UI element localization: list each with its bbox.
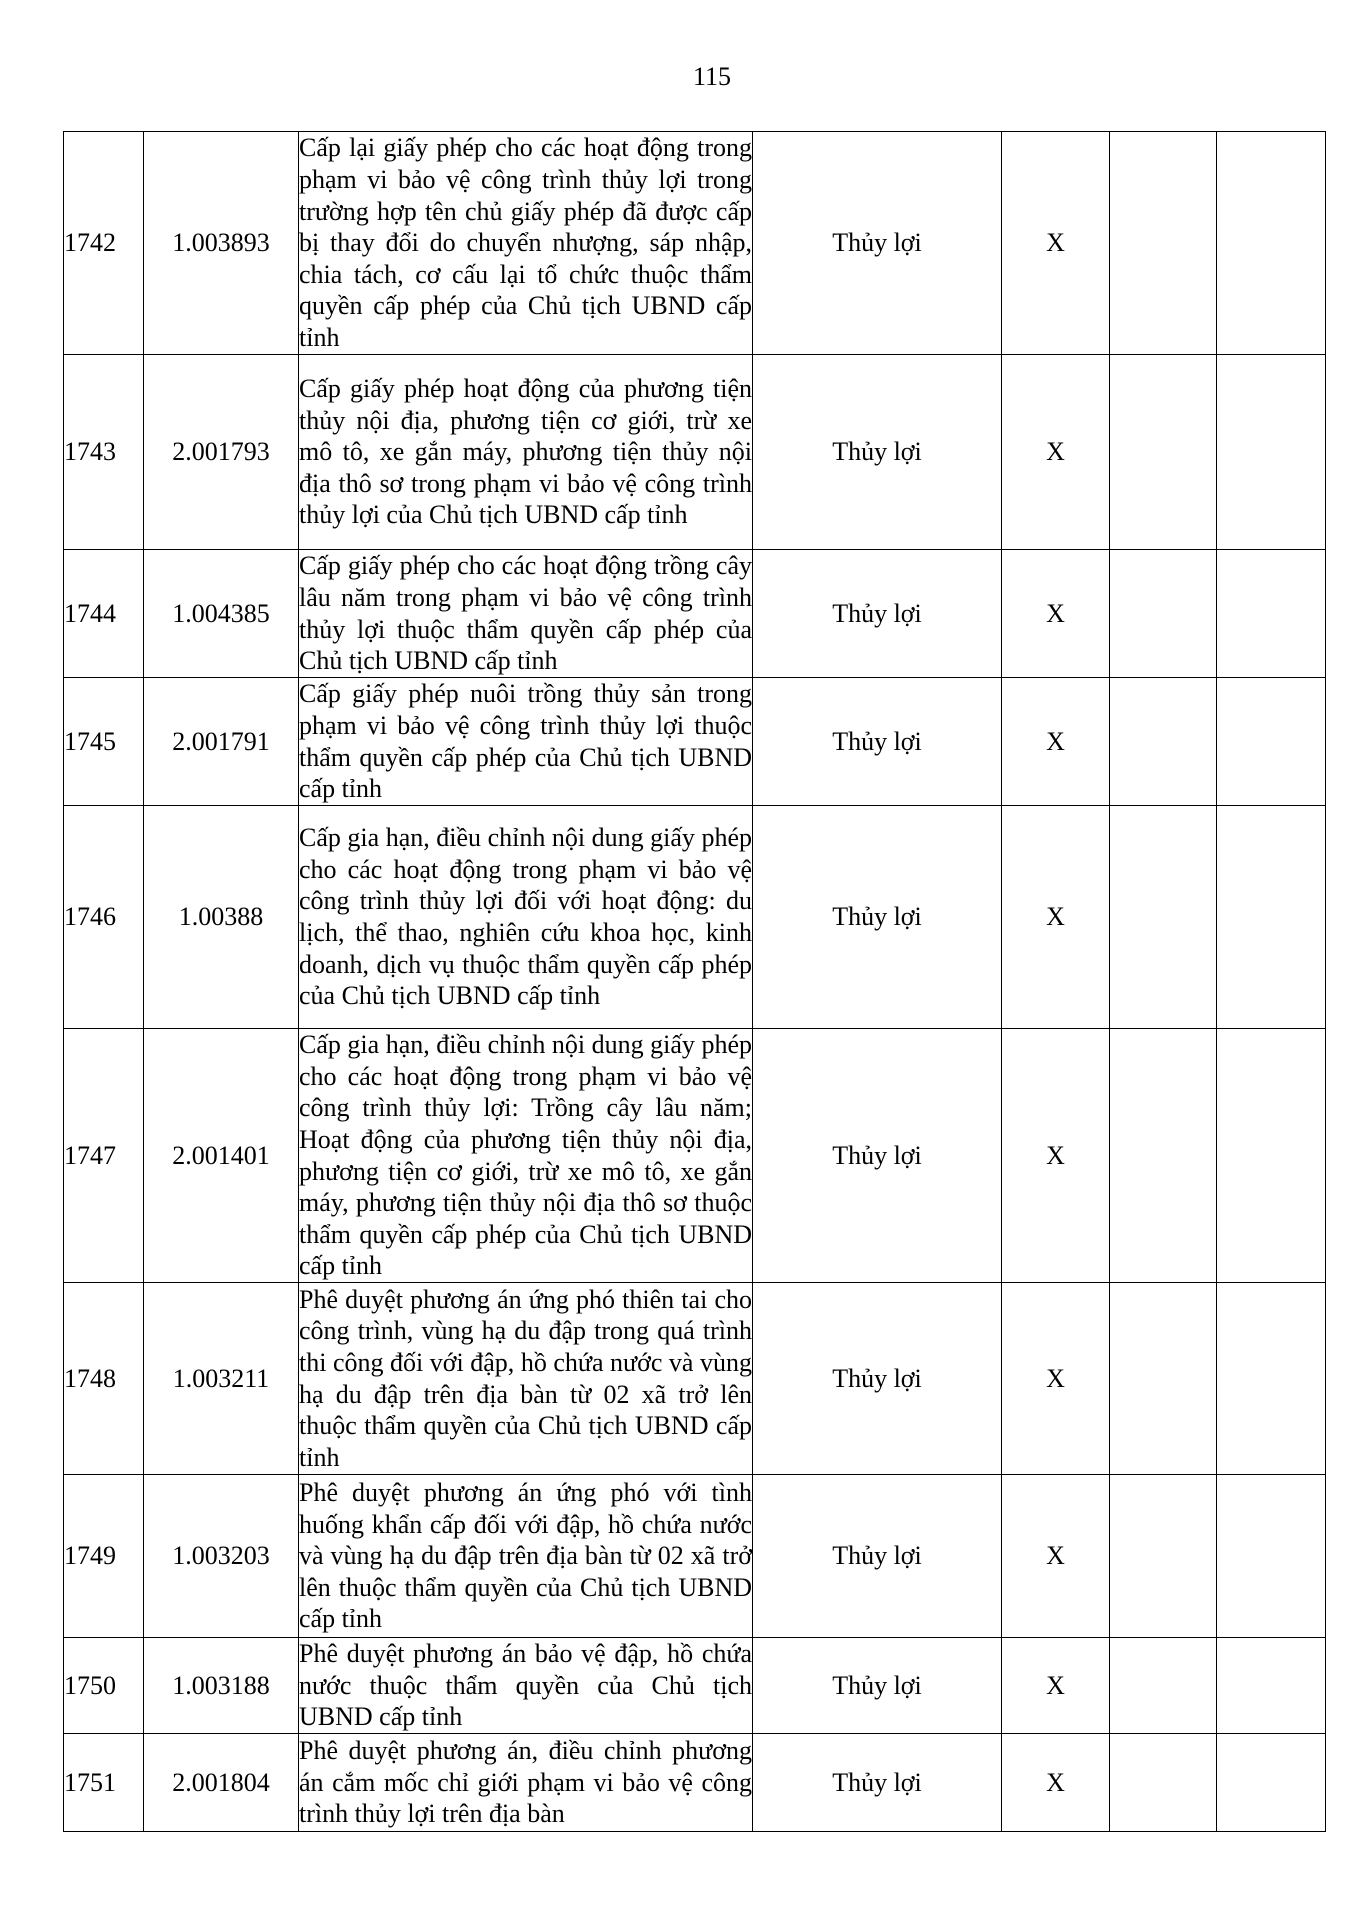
empty-cell [1217, 1734, 1326, 1832]
empty-cell [1217, 1475, 1326, 1638]
empty-cell [1110, 1638, 1217, 1734]
procedure-code: 2.001401 [144, 1029, 299, 1283]
procedure-table [63, 131, 1326, 1832]
table-row [64, 132, 1326, 355]
level-mark: X [1002, 806, 1110, 1029]
row-number: 1751 [64, 1734, 144, 1832]
procedure-field: Thủy lợi [753, 1638, 1002, 1734]
empty-cell [1110, 1029, 1217, 1283]
row-number: 1748 [64, 1283, 144, 1475]
procedure-field: Thủy lợi [753, 1029, 1002, 1283]
row-number: 1744 [64, 550, 144, 678]
level-mark: X [1002, 1029, 1110, 1283]
procedure-name: Cấp lại giấy phép cho các hoạt động trong phạm vi bảo vệ công trình thủy lợi trong trường hợp tên chủ giấy phép đã được cấp bị thay đổi do chuyển nhượng, sáp nhập, chia tách, cơ cấu lại tổ chức thuộc thẩm quyền cấp phép của Chủ tịch UBND cấp tỉnh [299, 132, 753, 355]
empty-cell [1217, 550, 1326, 678]
procedure-name: Cấp giấy phép cho các hoạt động trồng cây lâu năm trong phạm vi bảo vệ công trình thủy lợi thuộc thẩm quyền cấp phép của Chủ tịch UBND cấp tỉnh [299, 550, 753, 678]
procedure-field: Thủy lợi [753, 1475, 1002, 1638]
procedure-name: Phê duyệt phương án ứng phó thiên tai cho công trình, vùng hạ du đập trong quá trình thi công đối với đập, hồ chứa nước và vùng hạ du đập trên địa bàn từ 02 xã trở lên thuộc thẩm quyền của Chủ tịch UBND cấp tỉnh [299, 1283, 753, 1475]
procedure-name: Cấp gia hạn, điều chỉnh nội dung giấy phép cho các hoạt động trong phạm vi bảo vệ công trình thủy lợi: Trồng cây lâu năm; Hoạt động của phương tiện thủy nội địa, phương tiện cơ giới, trừ xe mô tô, xe gắn máy, phương tiện thủy nội địa thô sơ thuộc thẩm quyền cấp phép của Chủ tịch UBND cấp tỉnh [299, 1029, 753, 1283]
empty-cell [1217, 806, 1326, 1029]
procedure-field: Thủy lợi [753, 355, 1002, 550]
level-mark: X [1002, 1734, 1110, 1832]
procedure-code: 1.003203 [144, 1475, 299, 1638]
row-number: 1749 [64, 1475, 144, 1638]
procedure-name: Cấp giấy phép hoạt động của phương tiện thủy nội địa, phương tiện cơ giới, trừ xe mô tô, xe gắn máy, phương tiện thủy nội địa thô sơ trong phạm vi bảo vệ công trình thủy lợi của Chủ tịch UBND cấp tỉnh [299, 355, 753, 550]
procedure-code: 1.003188 [144, 1638, 299, 1734]
table-row [64, 550, 1326, 678]
table-row [64, 1283, 1326, 1475]
empty-cell [1110, 355, 1217, 550]
procedure-name: Cấp giấy phép nuôi trồng thủy sản trong phạm vi bảo vệ công trình thủy lợi thuộc thẩm quyền cấp phép của Chủ tịch UBND cấp tỉnh [299, 678, 753, 806]
empty-cell [1217, 1283, 1326, 1475]
row-number: 1746 [64, 806, 144, 1029]
level-mark: X [1002, 355, 1110, 550]
empty-cell [1217, 132, 1326, 355]
procedure-name: Phê duyệt phương án bảo vệ đập, hồ chứa nước thuộc thẩm quyền của Chủ tịch UBND cấp tỉnh [299, 1638, 753, 1734]
level-mark: X [1002, 1638, 1110, 1734]
procedure-field: Thủy lợi [753, 132, 1002, 355]
empty-cell [1217, 355, 1326, 550]
level-mark: X [1002, 1475, 1110, 1638]
row-number: 1750 [64, 1638, 144, 1734]
page-number: 115 [692, 62, 732, 91]
table-row [64, 806, 1326, 1029]
procedure-code: 1.003893 [144, 132, 299, 355]
row-number: 1743 [64, 355, 144, 550]
procedure-code: 2.001793 [144, 355, 299, 550]
procedure-code: 1.003211 [144, 1283, 299, 1475]
procedure-code: 1.004385 [144, 550, 299, 678]
empty-cell [1217, 1638, 1326, 1734]
table-row [64, 1475, 1326, 1638]
empty-cell [1110, 132, 1217, 355]
procedure-field: Thủy lợi [753, 678, 1002, 806]
table-row [64, 1734, 1326, 1832]
table-row [64, 355, 1326, 550]
empty-cell [1217, 1029, 1326, 1283]
row-number: 1742 [64, 132, 144, 355]
empty-cell [1110, 806, 1217, 1029]
procedure-field: Thủy lợi [753, 550, 1002, 678]
row-number: 1745 [64, 678, 144, 806]
level-mark: X [1002, 132, 1110, 355]
table-row [64, 1638, 1326, 1734]
level-mark: X [1002, 1283, 1110, 1475]
procedure-code: 2.001791 [144, 678, 299, 806]
table-body [64, 132, 1326, 1832]
procedure-field: Thủy lợi [753, 1734, 1002, 1832]
table-row [64, 678, 1326, 806]
table-row [64, 1029, 1326, 1283]
procedure-field: Thủy lợi [753, 1283, 1002, 1475]
level-mark: X [1002, 550, 1110, 678]
empty-cell [1110, 678, 1217, 806]
level-mark: X [1002, 678, 1110, 806]
procedure-name: Phê duyệt phương án ứng phó với tình huống khẩn cấp đối với đập, hồ chứa nước và vùng hạ du đập trên địa bàn từ 02 xã trở lên thuộc thẩm quyền của Chủ tịch UBND cấp tỉnh [299, 1475, 753, 1638]
empty-cell [1110, 1734, 1217, 1832]
empty-cell [1110, 1475, 1217, 1638]
procedure-code: 2.001804 [144, 1734, 299, 1832]
empty-cell [1110, 1283, 1217, 1475]
procedure-name: Phê duyệt phương án, điều chỉnh phương án cắm mốc chỉ giới phạm vi bảo vệ công trình thủy lợi trên địa bàn [299, 1734, 753, 1832]
empty-cell [1110, 550, 1217, 678]
procedure-code: 1.00388 [144, 806, 299, 1029]
procedure-name: Cấp gia hạn, điều chỉnh nội dung giấy phép cho các hoạt động trong phạm vi bảo vệ công trình thủy lợi đối với hoạt động: du lịch, thể thao, nghiên cứu khoa học, kinh doanh, dịch vụ thuộc thẩm quyền cấp phép của Chủ tịch UBND cấp tỉnh [299, 806, 753, 1029]
empty-cell [1217, 678, 1326, 806]
procedure-field: Thủy lợi [753, 806, 1002, 1029]
row-number: 1747 [64, 1029, 144, 1283]
